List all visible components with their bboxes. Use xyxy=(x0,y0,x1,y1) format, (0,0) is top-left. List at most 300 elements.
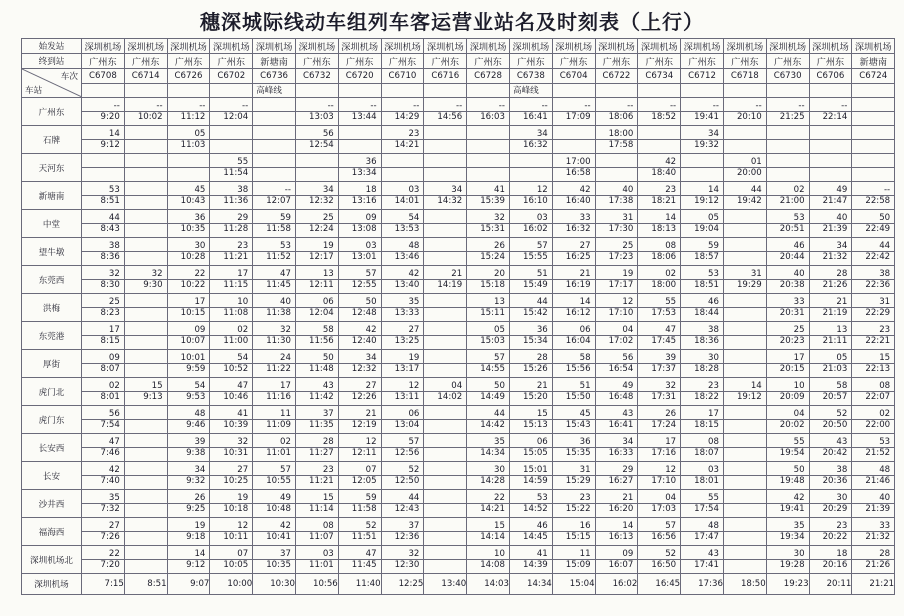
time-cell-top: 21 xyxy=(509,378,552,392)
time-cell-top: -- xyxy=(723,98,766,112)
time-cell-top: 35 xyxy=(766,518,809,532)
time-cell-bottom: 9:20 xyxy=(82,112,125,126)
time-cell-bottom: 14:08 xyxy=(467,560,510,574)
time-cell-bottom: 7:32 xyxy=(82,504,125,518)
time-cell-top: 36 xyxy=(509,322,552,336)
time-cell-top: 10 xyxy=(766,378,809,392)
station-name: 东莞西 xyxy=(22,266,82,294)
time-cell-top: 53 xyxy=(766,210,809,224)
time-cell-bottom: 12:04 xyxy=(210,112,253,126)
time-cell-top: 47 xyxy=(210,378,253,392)
time-cell-top: 14 xyxy=(167,546,210,560)
time-cell-top: 24 xyxy=(253,350,296,364)
time-cell-bottom: 21:47 xyxy=(809,196,852,210)
time-cell-bottom: 21:32 xyxy=(809,252,852,266)
time-cell-top: 23 xyxy=(681,378,724,392)
time-cell-top: 42 xyxy=(766,490,809,504)
train-number: C6736 xyxy=(253,69,296,84)
time-cell-bottom: 11:28 xyxy=(210,224,253,238)
time-cell-bottom: 11:03 xyxy=(167,140,210,154)
time-cell-top: 47 xyxy=(82,434,125,448)
time-cell-bottom xyxy=(809,140,852,154)
time-cell-top: 15 xyxy=(467,518,510,532)
time-cell-bottom: 17:16 xyxy=(638,448,681,462)
station-row-arrive xyxy=(22,266,895,280)
time-cell-top: -- xyxy=(509,98,552,112)
time-cell-bottom xyxy=(381,168,424,182)
time-cell-top: 36 xyxy=(552,434,595,448)
train-number: C6708 xyxy=(82,69,125,84)
time-cell-top xyxy=(723,322,766,336)
time-cell-top xyxy=(723,238,766,252)
time-cell-top: -- xyxy=(124,98,167,112)
time-cell-top: -- xyxy=(210,98,253,112)
time-cell-top: -- xyxy=(852,182,895,196)
time-cell-bottom xyxy=(124,476,167,490)
time-cell-top: 18 xyxy=(809,546,852,560)
time-cell-bottom: 16:13 xyxy=(595,532,638,546)
time-cell-top: 14 xyxy=(723,378,766,392)
time-cell-top: 05 xyxy=(467,322,510,336)
time-cell-bottom: 13:03 xyxy=(295,112,338,126)
time-cell-top: 52 xyxy=(338,518,381,532)
time-cell-top xyxy=(424,210,467,224)
time-cell-top: -- xyxy=(552,98,595,112)
station-name: 广州东 xyxy=(22,98,82,126)
time-cell-bottom: 11:12 xyxy=(167,112,210,126)
time-cell-bottom: 13:46 xyxy=(381,252,424,266)
time-cell-bottom: 22:49 xyxy=(852,224,895,238)
time-cell-bottom: 14:01 xyxy=(381,196,424,210)
time-cell-top: 56 xyxy=(295,126,338,140)
time-cell-top xyxy=(723,462,766,476)
corner-diagonal xyxy=(22,69,81,97)
time-cell-bottom: 14:59 xyxy=(509,476,552,490)
time-cell-top: 02 xyxy=(253,434,296,448)
time-cell-top: 02 xyxy=(766,182,809,196)
time-cell-bottom xyxy=(809,168,852,182)
time-cell-top xyxy=(552,126,595,140)
time-cell-top: 44 xyxy=(509,294,552,308)
time-cell-top: 09 xyxy=(167,322,210,336)
origin-station: 深圳机场 xyxy=(509,39,552,54)
time-cell-bottom: 16:32 xyxy=(552,224,595,238)
time-cell-bottom: 19:41 xyxy=(681,112,724,126)
time-cell-bottom: 21:46 xyxy=(852,476,895,490)
train-number: C6716 xyxy=(424,69,467,84)
time-cell-bottom: 10:52 xyxy=(210,364,253,378)
time-cell-bottom: 21:00 xyxy=(766,196,809,210)
time-cell-bottom: 20:31 xyxy=(766,308,809,322)
time-cell-top: 11 xyxy=(552,546,595,560)
time-cell-bottom xyxy=(424,224,467,238)
origin-row xyxy=(22,39,895,54)
time-cell-bottom: 18:06 xyxy=(638,252,681,266)
origin-station: 深圳机场 xyxy=(595,39,638,54)
terminal-station: 广州东 xyxy=(681,54,724,69)
time-cell-bottom: 14:49 xyxy=(467,392,510,406)
time-cell-bottom xyxy=(253,112,296,126)
time-cell-top: 03 xyxy=(338,238,381,252)
time-cell-top: 08 xyxy=(638,238,681,252)
time-cell-bottom: 21:26 xyxy=(809,280,852,294)
time-cell-bottom: 21:32 xyxy=(852,532,895,546)
time-cell-top: 34 xyxy=(424,182,467,196)
time-cell-top: 23 xyxy=(295,462,338,476)
time-cell-top xyxy=(124,126,167,140)
time-cell-top: 03 xyxy=(295,546,338,560)
station-row-depart xyxy=(22,364,895,378)
time-cell-bottom: 18:52 xyxy=(638,112,681,126)
station-row-arrive xyxy=(22,294,895,308)
time-cell-bottom: 21:19 xyxy=(809,308,852,322)
time-cell-top: 55 xyxy=(681,490,724,504)
time-cell-bottom: 11:15 xyxy=(210,280,253,294)
time-cell-bottom: 12:50 xyxy=(381,476,424,490)
origin-station: 深圳机场 xyxy=(124,39,167,54)
station-name: 洪梅 xyxy=(22,294,82,322)
time-cell-bottom: 16:07 xyxy=(595,560,638,574)
time-cell-top: -- xyxy=(338,98,381,112)
time-cell-top: 17 xyxy=(82,322,125,336)
time-cell-bottom: 17:17 xyxy=(595,280,638,294)
time-cell-bottom xyxy=(723,448,766,462)
time-cell-top: 21 xyxy=(338,406,381,420)
time-cell-top: 53 xyxy=(852,434,895,448)
time-cell-bottom: 16:04 xyxy=(552,336,595,350)
time-cell-top xyxy=(124,462,167,476)
time-cell-bottom xyxy=(723,364,766,378)
time-cell-top: 12 xyxy=(210,518,253,532)
train-number: C6710 xyxy=(381,69,424,84)
time-cell-bottom: 11:30 xyxy=(253,336,296,350)
time-cell-top: 57 xyxy=(381,434,424,448)
train-number: C6726 xyxy=(167,69,210,84)
time-cell-top: 57 xyxy=(509,238,552,252)
time-cell-bottom: 16:25 xyxy=(552,252,595,266)
time-cell-bottom: 19:48 xyxy=(766,476,809,490)
time-cell-top xyxy=(852,126,895,140)
time-cell-bottom: 10:05 xyxy=(210,560,253,574)
station-row-depart xyxy=(22,168,895,182)
time-cell-bottom: 17:54 xyxy=(681,504,724,518)
time-cell-bottom: 12:17 xyxy=(295,252,338,266)
time-cell-bottom: 20:57 xyxy=(809,392,852,406)
time-cell-top: 25 xyxy=(595,238,638,252)
time-cell-bottom: 10:25 xyxy=(210,476,253,490)
time-cell-top: 43 xyxy=(595,406,638,420)
time-cell-bottom: 14:14 xyxy=(467,532,510,546)
time-cell-top xyxy=(723,546,766,560)
time-cell-top: 18 xyxy=(338,182,381,196)
time-cell-bottom: 15:13 xyxy=(509,420,552,434)
origin-station: 深圳机场 xyxy=(295,39,338,54)
station-row-depart xyxy=(22,224,895,238)
time-cell-top: 12 xyxy=(338,434,381,448)
time-cell-bottom: 16:48 xyxy=(595,392,638,406)
train-note xyxy=(852,83,895,98)
time-cell-top: 15:01 xyxy=(509,462,552,476)
time-cell-top: 38 xyxy=(82,238,125,252)
time-cell-top: 47 xyxy=(253,266,296,280)
time-cell-bottom xyxy=(124,168,167,182)
station-row-arrive xyxy=(22,154,895,168)
origin-station: 深圳机场 xyxy=(467,39,510,54)
time-cell-top: 44 xyxy=(381,490,424,504)
station-row-depart xyxy=(22,308,895,322)
time-cell-top: 39 xyxy=(638,350,681,364)
time-cell: 11:40 xyxy=(338,574,381,595)
time-cell-top: 34 xyxy=(338,350,381,364)
time-cell-bottom: 10:15 xyxy=(167,308,210,322)
time-cell-bottom: 11:56 xyxy=(295,336,338,350)
time-cell-top: 02 xyxy=(852,406,895,420)
time-cell-top xyxy=(809,154,852,168)
time-cell: 15:04 xyxy=(552,574,595,595)
time-cell-top xyxy=(381,154,424,168)
time-cell-top: 13 xyxy=(809,322,852,336)
time-cell-top: 34 xyxy=(167,462,210,476)
station-row-arrive xyxy=(22,98,895,112)
time-cell-bottom: 17:10 xyxy=(638,476,681,490)
time-cell-bottom xyxy=(124,224,167,238)
time-cell: 9:07 xyxy=(167,574,210,595)
time-cell-top xyxy=(424,406,467,420)
time-cell-bottom: 17:38 xyxy=(595,196,638,210)
time-cell-top: 46 xyxy=(509,518,552,532)
train-number: C6734 xyxy=(638,69,681,84)
time-cell-bottom xyxy=(723,140,766,154)
time-cell-top: 25 xyxy=(82,294,125,308)
time-cell-bottom: 15:34 xyxy=(509,336,552,350)
time-cell-top: 54 xyxy=(167,378,210,392)
time-cell-bottom xyxy=(595,168,638,182)
time-cell-top: 50 xyxy=(852,210,895,224)
time-cell-bottom: 17:31 xyxy=(638,392,681,406)
terminal-station: 广州东 xyxy=(509,54,552,69)
time-cell-bottom: 11:08 xyxy=(210,308,253,322)
time-cell-top: 09 xyxy=(595,546,638,560)
time-cell-bottom: 11:45 xyxy=(253,280,296,294)
time-cell-top: 57 xyxy=(338,266,381,280)
time-cell-top xyxy=(338,126,381,140)
time-cell-top xyxy=(723,350,766,364)
station-name: 长安 xyxy=(22,462,82,490)
station-row-depart xyxy=(22,420,895,434)
origin-station: 深圳机场 xyxy=(338,39,381,54)
time-cell-bottom: 11:01 xyxy=(295,560,338,574)
time-cell-top: 15 xyxy=(124,378,167,392)
train-note xyxy=(424,83,467,98)
time-cell-top xyxy=(723,210,766,224)
time-cell-bottom: 15:43 xyxy=(552,420,595,434)
time-cell-bottom: 19:32 xyxy=(681,140,724,154)
time-cell-top xyxy=(723,294,766,308)
origin-station: 深圳机场 xyxy=(852,39,895,54)
time-cell-top: 37 xyxy=(381,518,424,532)
time-cell-top xyxy=(424,322,467,336)
time-cell-bottom: 12:19 xyxy=(338,420,381,434)
time-cell-top xyxy=(424,350,467,364)
time-cell-top: 48 xyxy=(852,462,895,476)
time-cell-bottom xyxy=(338,140,381,154)
origin-station: 深圳机场 xyxy=(552,39,595,54)
time-cell-bottom: 10:31 xyxy=(210,448,253,462)
terminal-station: 广州东 xyxy=(210,54,253,69)
timetable xyxy=(21,38,895,595)
time-cell-top: 31 xyxy=(595,210,638,224)
time-cell-top: 14 xyxy=(552,294,595,308)
train-note xyxy=(638,83,681,98)
time-cell-top: 32 xyxy=(253,322,296,336)
time-cell-bottom: 15:56 xyxy=(552,364,595,378)
time-cell-top: 14 xyxy=(681,182,724,196)
time-cell-bottom: 11:52 xyxy=(253,252,296,266)
time-cell-bottom xyxy=(82,168,125,182)
time-cell-top xyxy=(124,322,167,336)
time-cell-top: 17 xyxy=(253,378,296,392)
time-cell-bottom: 21:25 xyxy=(766,112,809,126)
time-cell-bottom xyxy=(766,140,809,154)
time-cell-top: 38 xyxy=(809,462,852,476)
time-cell-bottom: 17:37 xyxy=(638,364,681,378)
time-cell: 13:40 xyxy=(424,574,467,595)
time-cell-top: 04 xyxy=(595,322,638,336)
origin-station: 深圳机场 xyxy=(638,39,681,54)
time-cell-bottom xyxy=(424,336,467,350)
time-cell-bottom: 11:01 xyxy=(253,448,296,462)
time-cell: 19:23 xyxy=(766,574,809,595)
time-cell-top: 32 xyxy=(210,434,253,448)
terminal-station: 广州东 xyxy=(723,54,766,69)
time-cell-bottom: 17:23 xyxy=(595,252,638,266)
time-cell-top: 31 xyxy=(723,266,766,280)
time-cell-bottom xyxy=(124,252,167,266)
train-note xyxy=(595,83,638,98)
time-cell-bottom: 15:29 xyxy=(552,476,595,490)
time-cell-bottom: 20:22 xyxy=(809,532,852,546)
time-cell-bottom: 16:33 xyxy=(595,448,638,462)
time-cell-top: 54 xyxy=(210,350,253,364)
train-note xyxy=(681,83,724,98)
station-name: 深圳机场 xyxy=(22,574,82,595)
time-cell-top: 28 xyxy=(509,350,552,364)
time-cell-bottom xyxy=(424,168,467,182)
time-cell-bottom: 21:11 xyxy=(809,336,852,350)
time-cell-top: 28 xyxy=(809,266,852,280)
time-cell-top: 41 xyxy=(467,182,510,196)
time-cell-top: 17 xyxy=(638,434,681,448)
time-cell-top: 17 xyxy=(766,350,809,364)
time-cell-top xyxy=(852,98,895,112)
time-cell-top: -- xyxy=(381,98,424,112)
station-name: 沙井西 xyxy=(22,490,82,518)
time-cell-bottom: 20:02 xyxy=(766,420,809,434)
time-cell-top xyxy=(424,238,467,252)
time-cell-bottom: 13:34 xyxy=(338,168,381,182)
time-cell-top: 10:01 xyxy=(167,350,210,364)
time-cell-top: 15 xyxy=(509,406,552,420)
time-cell-bottom: 14:21 xyxy=(381,140,424,154)
time-cell-bottom xyxy=(424,308,467,322)
time-cell-top: 12 xyxy=(509,182,552,196)
station-row-arrive xyxy=(22,490,895,504)
terminal-station: 广州东 xyxy=(809,54,852,69)
time-cell-bottom xyxy=(424,504,467,518)
time-cell-top: 19 xyxy=(295,238,338,252)
time-cell-top: 22 xyxy=(467,490,510,504)
station-row-arrive xyxy=(22,434,895,448)
time-cell-top xyxy=(124,434,167,448)
time-cell-top: 30 xyxy=(681,350,724,364)
time-cell-bottom: 22:58 xyxy=(852,196,895,210)
time-cell-top: 52 xyxy=(638,546,681,560)
time-cell-bottom: 22:07 xyxy=(852,392,895,406)
time-cell-bottom: 21:26 xyxy=(852,560,895,574)
timetable-title: 穗深城际线动车组列车客运营业站名及时刻表（上行） xyxy=(200,10,704,34)
time-cell-top: 48 xyxy=(681,518,724,532)
train-note xyxy=(552,83,595,98)
time-cell-bottom: 14:56 xyxy=(424,112,467,126)
time-cell-bottom xyxy=(852,140,895,154)
time-cell-top: 06 xyxy=(552,322,595,336)
time-cell-bottom: 9:12 xyxy=(167,560,210,574)
time-cell-bottom: 13:08 xyxy=(338,224,381,238)
time-cell-bottom: 13:40 xyxy=(381,280,424,294)
time-cell-top: 21 xyxy=(595,490,638,504)
time-cell-bottom xyxy=(424,364,467,378)
time-cell-top: 45 xyxy=(552,406,595,420)
time-cell-top: 28 xyxy=(295,434,338,448)
time-cell-top: 55 xyxy=(766,434,809,448)
train-number: C6732 xyxy=(295,69,338,84)
time-cell-bottom: 8:30 xyxy=(82,280,125,294)
time-cell-bottom: 19:04 xyxy=(681,224,724,238)
train-note xyxy=(338,83,381,98)
time-cell-top: 22 xyxy=(82,546,125,560)
time-cell-bottom: 9:18 xyxy=(167,532,210,546)
time-cell-bottom: 15:03 xyxy=(467,336,510,350)
time-cell-top xyxy=(723,518,766,532)
time-cell-top: 42 xyxy=(253,518,296,532)
time-cell-bottom: 10:22 xyxy=(167,280,210,294)
time-cell-bottom: 20:36 xyxy=(809,476,852,490)
time-cell-top: 43 xyxy=(681,546,724,560)
time-cell-top: 29 xyxy=(210,210,253,224)
time-cell-top: 31 xyxy=(552,462,595,476)
time-cell-bottom: 15:31 xyxy=(467,224,510,238)
time-cell-bottom xyxy=(681,168,724,182)
station-row-arrive xyxy=(22,238,895,252)
time-cell-bottom: 18:51 xyxy=(681,280,724,294)
time-cell-top: 28 xyxy=(852,546,895,560)
time-cell-top: 37 xyxy=(295,406,338,420)
time-cell-top: 25 xyxy=(295,210,338,224)
time-cell-bottom: 16:10 xyxy=(509,196,552,210)
time-cell-top: 34 xyxy=(295,182,338,196)
train-number: C6728 xyxy=(467,69,510,84)
time-cell-top: 03 xyxy=(381,182,424,196)
time-cell-bottom: 19:29 xyxy=(723,280,766,294)
station-name: 福海西 xyxy=(22,518,82,546)
time-cell-bottom: 8:36 xyxy=(82,252,125,266)
time-cell-bottom: 14:02 xyxy=(424,392,467,406)
time-cell-bottom: 22:36 xyxy=(852,280,895,294)
time-cell-top: 53 xyxy=(681,266,724,280)
time-cell-bottom: 12:11 xyxy=(338,448,381,462)
time-cell-bottom: 18:28 xyxy=(681,364,724,378)
train-number: C6704 xyxy=(552,69,595,84)
